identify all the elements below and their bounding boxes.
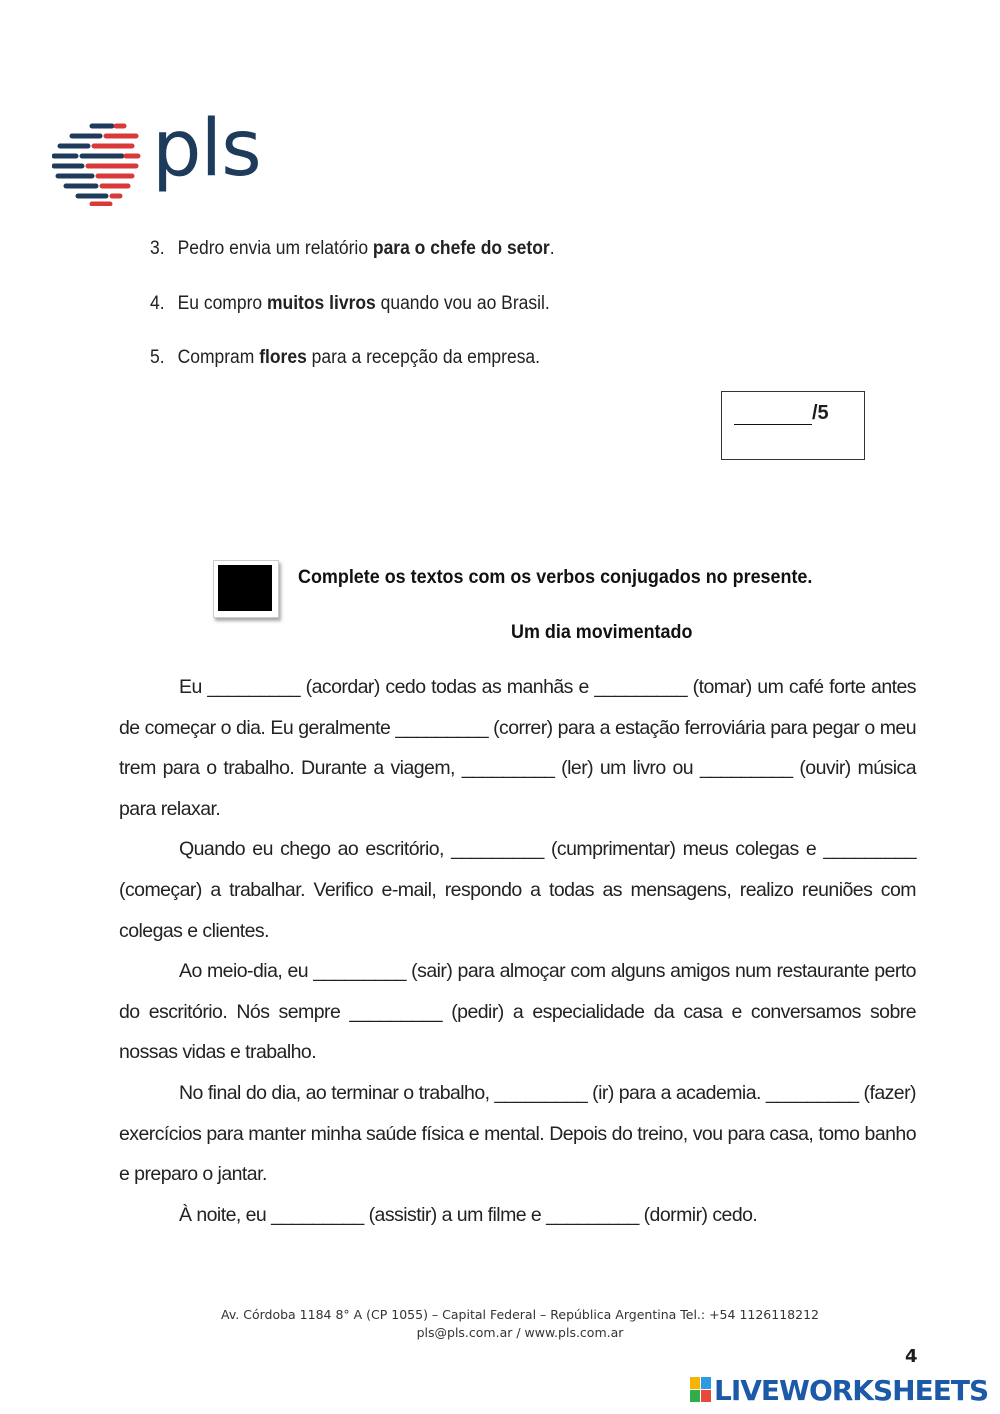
answer-blank[interactable]: _________ xyxy=(461,757,555,780)
list-text: quando vou ao Brasil. xyxy=(375,293,550,314)
list-number: 5. xyxy=(150,347,165,368)
list-item xyxy=(150,238,555,260)
list-text: Compram xyxy=(177,347,260,368)
list-bold-text: muitos livros xyxy=(266,293,376,314)
passage-text: Eu xyxy=(179,676,208,698)
exercise-instruction: Complete os textos com os verbos conjugados no presente. xyxy=(298,566,813,588)
list-text: Eu compro xyxy=(177,293,267,314)
list-text: Pedro envia um relatório xyxy=(177,238,373,259)
answer-blank[interactable]: _________ xyxy=(494,1081,588,1104)
list-bold-text: flores xyxy=(259,347,307,368)
paragraph-4 xyxy=(119,1073,916,1195)
answer-blank[interactable]: _________ xyxy=(313,960,406,983)
paragraph-5 xyxy=(119,1195,916,1236)
answer-blank[interactable]: _________ xyxy=(823,838,916,861)
list-item xyxy=(150,347,540,369)
passage-text: (pedir) a especialidade da casa e conversamos sobre nossas vidas e trabalho. xyxy=(119,1000,916,1064)
passage-text: (ler) um livro ou xyxy=(554,757,700,780)
list-text: . xyxy=(549,238,555,259)
exercise-marker xyxy=(213,560,279,618)
answer-blank[interactable]: _________ xyxy=(207,676,301,698)
liveworksheets-text: LIVEWORKSHEETS xyxy=(714,1373,989,1407)
list-bold-text: para o chefe do setor xyxy=(372,238,550,259)
answer-blank[interactable]: _________ xyxy=(699,757,793,780)
passage xyxy=(119,667,916,1235)
liveworksheets-logo-icon xyxy=(690,1377,712,1403)
list-text: para a recepção da empresa. xyxy=(306,347,541,368)
paragraph-1 xyxy=(119,667,916,829)
pls-stripes-icon xyxy=(52,122,144,206)
list-item xyxy=(150,293,550,315)
score-text xyxy=(734,402,829,425)
footer-contact: pls@pls.com.ar / www.pls.com.ar xyxy=(416,1325,624,1340)
passage-text: (ir) para a academia. xyxy=(587,1081,766,1104)
answer-blank[interactable]: _________ xyxy=(546,1203,639,1226)
passage-text: Ao meio-dia, eu xyxy=(179,960,314,983)
exercise-title: Um dia movimentado xyxy=(511,621,693,643)
list-number: 4. xyxy=(150,293,165,314)
passage-text: Quando eu chego ao escritório, xyxy=(179,838,452,861)
page-number: 4 xyxy=(905,1346,918,1367)
passage-text: À noite, eu xyxy=(179,1203,272,1226)
score-box xyxy=(721,391,865,460)
passage-text: (cumprimentar) meus colegas e xyxy=(543,838,824,861)
exercise-marker-fill xyxy=(218,565,272,611)
pls-logo xyxy=(52,104,282,210)
answer-blank[interactable]: _________ xyxy=(349,1000,443,1023)
score-blank[interactable] xyxy=(734,406,812,425)
score-suffix: /5 xyxy=(812,402,829,424)
answer-blank[interactable]: _________ xyxy=(451,838,544,861)
passage-text: (acordar) cedo todas as manhãs e xyxy=(300,676,595,698)
passage-text: (sair) para almoçar com alguns amigos num restaurante perto do escritório. Nós sempre xyxy=(119,960,916,1023)
paragraph-3 xyxy=(119,951,916,1073)
answer-blank[interactable]: _________ xyxy=(594,676,688,698)
answer-blank[interactable]: _________ xyxy=(395,716,488,739)
liveworksheets-watermark xyxy=(690,1374,988,1406)
passage-text: (começar) a trabalhar. Verifico e-mail, respondo a todas as mensagens, realizo reuniões com colegas e clientes. xyxy=(119,878,916,942)
passage-text: (dormir) cedo. xyxy=(638,1203,758,1226)
list-number: 3. xyxy=(150,238,165,259)
pls-logo-text: pls xyxy=(152,104,261,194)
passage-text: (ouvir) música para relaxar. xyxy=(119,757,916,820)
passage-text: (tomar) um café forte antes de começar o dia. Eu geralmente xyxy=(119,676,916,739)
passage-text: (assistir) a um filme e xyxy=(363,1203,547,1226)
passage-text: No final do dia, ao terminar o trabalho, xyxy=(179,1081,495,1104)
passage-text: (correr) para a estação ferroviária para pegar o meu trem para o trabalho. Durante a viagem, xyxy=(119,716,916,780)
answer-blank[interactable]: _________ xyxy=(271,1203,364,1226)
paragraph-2 xyxy=(119,829,916,951)
footer-address: Av. Córdoba 1184 8° A (CP 1055) – Capital Federal – República Argentina Tel.: +54 1126118212 xyxy=(221,1307,819,1322)
answer-blank[interactable]: _________ xyxy=(765,1081,859,1104)
passage-text: (fazer) exercícios para manter minha saúde física e mental. Depois do treino, vou para casa, tomo banho e preparo o jantar. xyxy=(119,1081,916,1186)
